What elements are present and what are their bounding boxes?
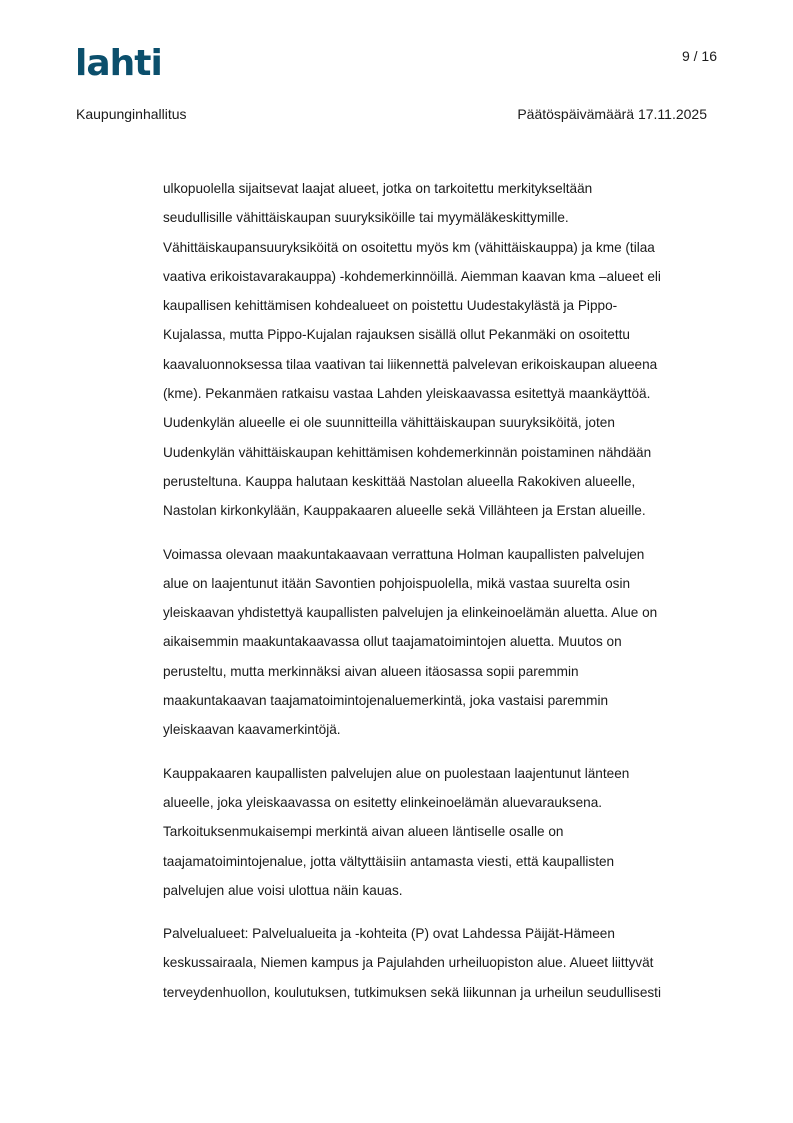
paragraph	[163, 762, 723, 908]
text-line: Uudenkylän alueelle ei ole suunnitteilla vähittäiskaupan suuryksiköitä, joten	[163, 415, 615, 431]
text-line: taajamatoimintojenalue, jotta vältyttäisiin antamasta viesti, että kaupallisten	[163, 853, 615, 869]
page-number: 9 / 16	[681, 48, 717, 64]
text-line: Nastolan kirkonkylään, Kauppakaaren alueelle sekä Villähteen ja Erstan alueille.	[163, 503, 646, 519]
text-line: perusteltu, mutta merkinnäksi aivan alueen itäosassa sopii paremmin	[163, 663, 579, 679]
text-line: seudullisille vähittäiskaupan suuryksiköille tai myymäläkeskittymille.	[163, 210, 569, 226]
decision-date: Päätöspäivämäärä 17.11.2025	[517, 106, 707, 122]
text-line: kaupallisen kehittämisen kohdealueet on poistettu Uudestakylästä ja Pippo-	[163, 298, 618, 314]
text-line: Uudenkylän vähittäiskaupan kehittämisen kohdemerkinnän poistaminen nähdään	[163, 444, 652, 460]
text-line: (kme). Pekanmäen ratkaisu vastaa Lahden yleiskaavassa esitettyä maankäyttöä.	[163, 386, 651, 402]
lahti-logo: lahti	[75, 43, 162, 84]
text-line: perusteltuna. Kauppa halutaan keskittää Nastolan alueella Rakokiven alueelle,	[163, 473, 636, 489]
text-line: yleiskaavan yhdistettyä kaupallisten palvelujen ja elinkeinoelämän aluetta. Alue on	[163, 605, 658, 621]
text-line: ulkopuolella sijaitsevat laajat alueet, jotka on tarkoitettu merkitykseltään	[163, 181, 593, 196]
paragraph	[163, 177, 723, 529]
text-line: Palvelualueet: Palvelualueita ja -kohteita (P) ovat Lahdessa Päijät-Hämeen	[163, 926, 615, 942]
paragraph	[163, 543, 723, 748]
paragraph	[163, 922, 723, 1010]
text-line: aikaisemmin maakuntakaavassa ollut taajamatoimintojen aluetta. Muutos on	[163, 634, 622, 650]
text-line: keskussairaala, Niemen kampus ja Pajulahden urheiluopiston alue. Alueet liittyvät	[163, 955, 654, 971]
text-line: Vähittäiskaupansuuryksiköitä on osoitettu myös km (vähittäiskauppa) ja kme (tilaa	[163, 239, 655, 255]
text-line: palvelujen alue voisi ulottua näin kauas.	[163, 882, 403, 898]
text-line: alue on laajentunut itään Savontien pohjoispuolella, mikä vastaa suurelta osin	[163, 575, 631, 591]
text-line: yleiskaavan kaavamerkintöjä.	[163, 722, 341, 738]
text-line: Kujalassa, mutta Pippo-Kujalan rajauksen sisällä ollut Pekanmäki on osoitettu	[163, 327, 630, 343]
document-body	[163, 177, 723, 1024]
department: Kaupunginhallitus	[76, 106, 187, 122]
text-line: maakuntakaavan taajamatoimintojenaluemerkintä, joka vastaisi paremmin	[163, 693, 609, 709]
text-line: vaativa erikoistavarakauppa) -kohdemerkinnöillä. Aiemman kaavan kma –alueet eli	[163, 268, 661, 284]
text-line: Tarkoituksenmukaisempi merkintä aivan alueen läntiselle osalle on	[163, 824, 564, 840]
text-line: Voimassa olevaan maakuntakaavaan verrattuna Holman kaupallisten palvelujen	[163, 546, 645, 562]
text-line: kaavaluonnoksessa tilaa vaativan tai liikennettä palvelevan erikoiskaupan alueena	[163, 356, 658, 372]
text-line: terveydenhuollon, koulutuksen, tutkimuksen sekä liikunnan ja urheilun seudullisesti	[163, 984, 661, 1000]
text-line: alueelle, joka yleiskaavassa on esitetty elinkeinoelämän aluevarauksena.	[163, 794, 603, 810]
text-line: Kauppakaaren kaupallisten palvelujen alue on puolestaan laajentunut länteen	[163, 765, 630, 781]
